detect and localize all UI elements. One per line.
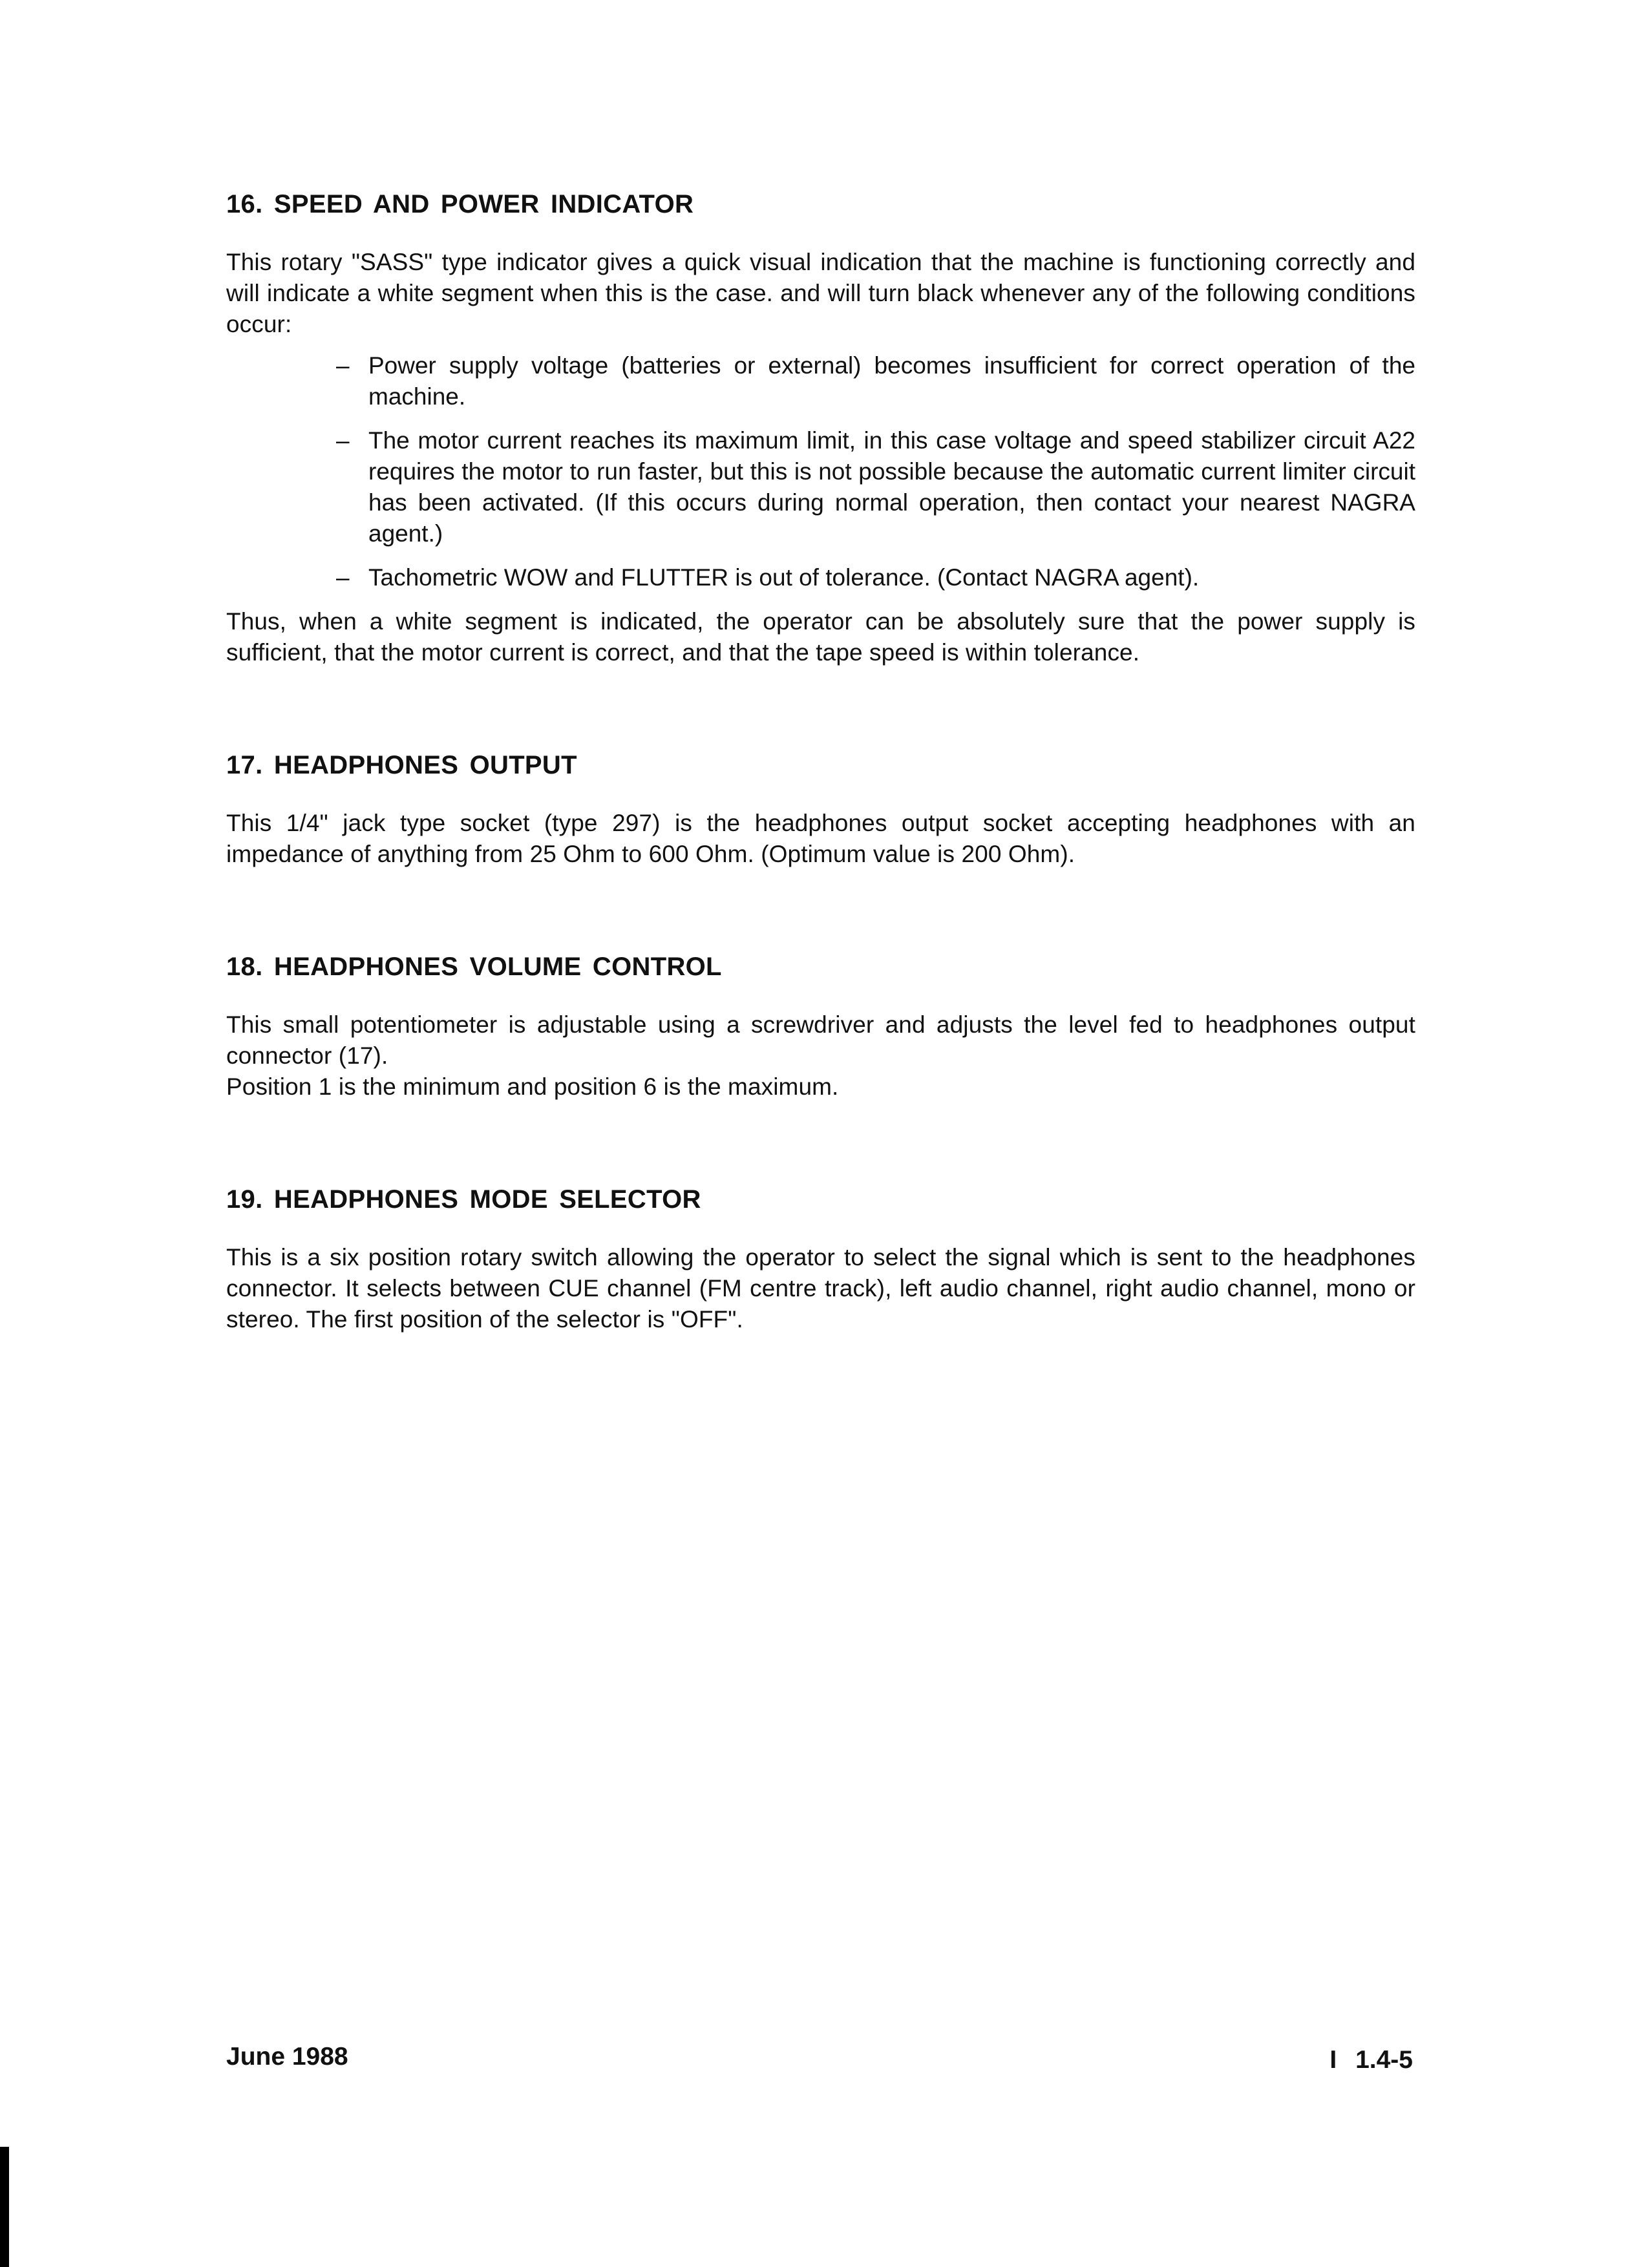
section-conclusion-paragraph: Thus, when a white segment is indicated, the operator can be absolutely sure that the power supply is sufficient, that the motor current is correct, and that the tape speed is within tolerance.	[226, 608, 1415, 666]
section-body-paragraph: This small potentiometer is adjustable using a screwdriver and adjusts the level fed to headphones output connector (17).	[226, 1011, 1415, 1069]
section-heading: 16. SPEED AND POWER INDICATOR	[226, 190, 694, 218]
page-content	[226, 187, 1415, 1335]
list-item-text: Power supply voltage (batteries or external) becomes insufficient for correct operation of the machine.	[368, 352, 1415, 410]
section-heading: 18. HEADPHONES VOLUME CONTROL	[226, 953, 722, 981]
section-spacer	[226, 1102, 1415, 1183]
list-item	[336, 425, 1415, 549]
section-heading: 17. HEADPHONES OUTPUT	[226, 751, 577, 779]
list-item	[336, 350, 1415, 412]
section-heading: 19. HEADPHONES MODE SELECTOR	[226, 1185, 701, 1214]
section-body-paragraph: This 1/4" jack type socket (type 297) is the headphones output socket accepting headphones with an impedance of anything from 25 Ohm to 600 Ohm. (Optimum value is 200 Ohm).	[226, 810, 1415, 867]
section-headphones-volume-control	[226, 950, 1415, 1102]
section-body-paragraph: This is a six position rotary switch allowing the operator to select the signal which is sent to the headphones connector. It selects between CUE channel (FM centre track), left audio channel, right audio channel, mono or stereo. The first position of the selector is "OFF".	[226, 1244, 1415, 1333]
bullet-dash: –	[336, 427, 350, 454]
section-speed-power-indicator	[226, 187, 1415, 668]
section-spacer	[226, 668, 1415, 748]
list-item	[336, 562, 1415, 593]
section-headphones-output	[226, 748, 1415, 870]
condition-list	[226, 350, 1415, 593]
section-intro-paragraph: This rotary "SASS" type indicator gives a quick visual indication that the machine is functioning correctly and will indicate a white segment when this is the case. and will turn black whenever any of the following conditions occur:	[226, 249, 1415, 337]
footer-page-reference: I 1.4-5	[1329, 2046, 1413, 2074]
section-headphones-mode-selector	[226, 1183, 1415, 1335]
scan-edge-mark	[0, 2147, 9, 2267]
section-body-paragraph: Position 1 is the minimum and position 6 is the maximum.	[226, 1073, 839, 1100]
section-spacer	[226, 870, 1415, 950]
footer-date: June 1988	[226, 2043, 348, 2071]
list-item-text: Tachometric WOW and FLUTTER is out of tolerance. (Contact NAGRA agent).	[368, 564, 1200, 591]
bullet-dash: –	[336, 564, 350, 591]
list-item-text: The motor current reaches its maximum limit, in this case voltage and speed stabilizer circuit A22 requires the motor to run faster, but this is not possible because the automatic current limiter circuit has been activated. (If this occurs during normal operation, then contact your nearest NAGRA agent.)	[368, 427, 1415, 547]
bullet-dash: –	[336, 352, 350, 379]
